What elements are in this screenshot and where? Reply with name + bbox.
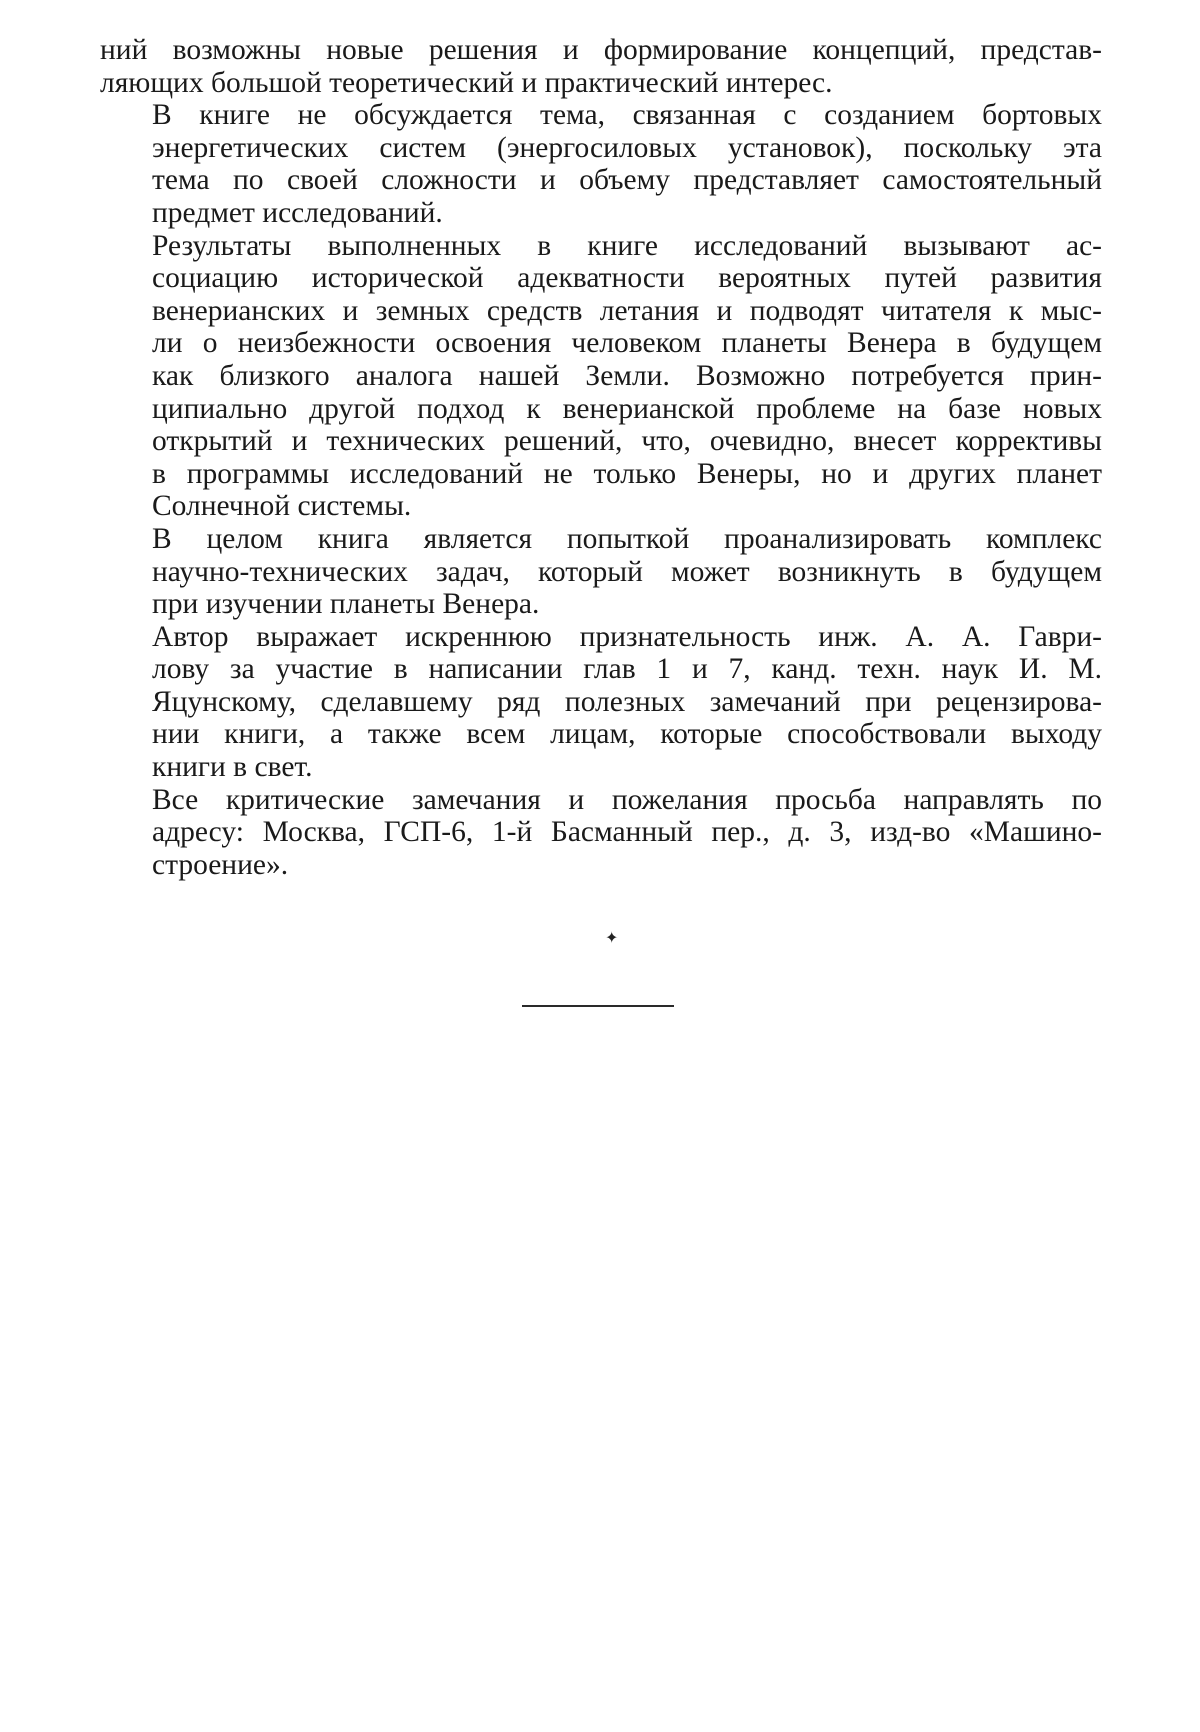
text-line: В целом книга является попыткой проанализировать комплекс	[152, 522, 1102, 555]
text-line: Автор выражает искреннюю признательность инж. А. А. Гаври-	[152, 620, 1102, 653]
text-line: Яцунскому, сделавшему ряд полезных замечаний при рецензирова-	[152, 685, 1102, 718]
paragraph	[100, 523, 1102, 621]
section-end-rule	[522, 1005, 674, 1007]
text-line: социацию исторической адекватности вероятных путей развития	[152, 262, 1102, 295]
text-line: книги в свет.	[152, 751, 313, 784]
text-line: строение».	[152, 848, 289, 881]
text-line: ципиально другой подход к венерианской проблеме на базе новых	[152, 392, 1102, 425]
text-line: лову за участие в написании глав 1 и 7, канд. техн. наук И. М.	[152, 653, 1102, 686]
text-line: Солнечной системы.	[152, 490, 412, 523]
text-line: тема по своей сложности и объему представляет самостоятельный	[152, 164, 1102, 197]
text-line: научно-технических задач, который может возникнуть в будущем	[152, 555, 1102, 588]
page-text	[100, 34, 1102, 881]
text-line: при изучении планеты Венера.	[152, 588, 540, 621]
paragraph	[100, 99, 1102, 229]
paragraph	[100, 230, 1102, 523]
text-line: нии книги, а также всем лицам, которые способствовали выходу	[152, 718, 1102, 751]
text-line: энергетических систем (энергосиловых установок), поскольку эта	[152, 131, 1102, 164]
text-line: в программы исследований не только Венеры, но и других планет	[152, 457, 1102, 490]
text-line: ний возможны новые решения и формирование концепций, представ-	[100, 34, 1102, 66]
text-line: В книге не обсуждается тема, связанная с созданием бортовых	[152, 99, 1102, 132]
paragraph	[100, 621, 1102, 784]
text-line: предмет исследований.	[152, 196, 443, 229]
paragraph	[100, 784, 1102, 882]
text-line: как близкого аналога нашей Земли. Возможно потребуется прин-	[152, 359, 1102, 392]
text-line: ляющих большой теоретический и практический интерес.	[100, 66, 833, 99]
text-line: адресу: Москва, ГСП-6, 1-й Басманный пер., д. 3, изд-во «Машино-	[152, 816, 1102, 849]
text-line: открытий и технических решений, что, очевидно, внесет коррективы	[152, 425, 1102, 458]
text-line: венерианских и земных средств летания и подводят читателя к мыс-	[152, 294, 1102, 327]
text-line: Результаты выполненных в книге исследований вызывают ас-	[152, 229, 1102, 262]
text-line: ли о неизбежности освоения человеком планеты Венера в будущем	[152, 327, 1102, 360]
ink-speck: ✦	[605, 928, 619, 947]
text-line: Все критические замечания и пожелания просьба направлять по	[152, 783, 1102, 816]
paragraph	[100, 34, 1102, 99]
